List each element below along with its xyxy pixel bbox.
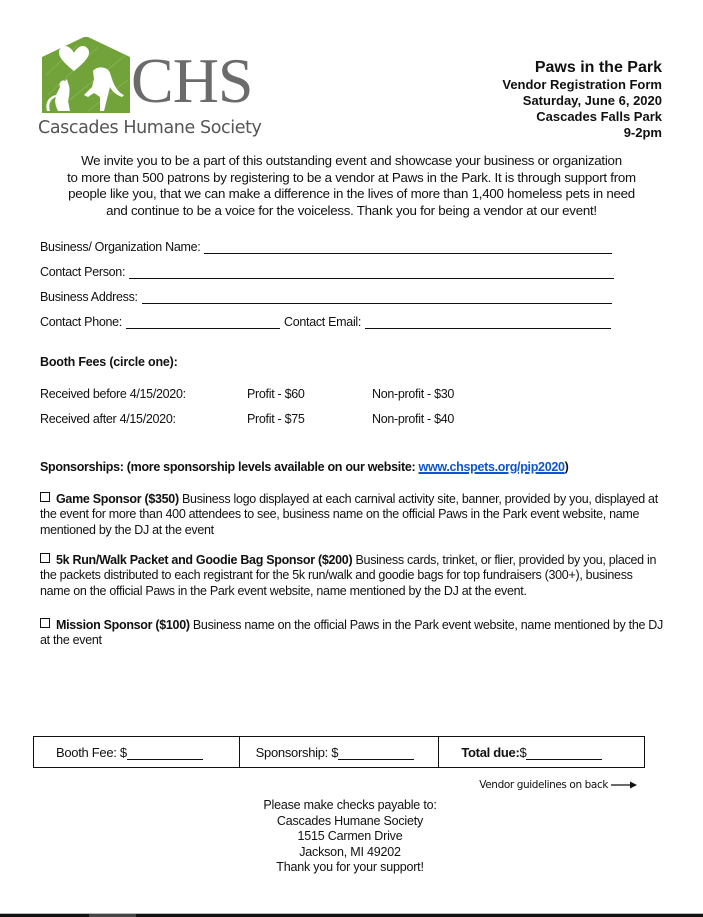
booth-fees-title: Booth Fees (circle one): <box>40 355 178 369</box>
total-due-label: Total due: <box>461 744 520 760</box>
business-name-label: Business/ Organization Name: <box>40 240 201 254</box>
intro-line: and continue to be a voice for the voiceless. Thank you for being a vendor at our event! <box>106 202 597 218</box>
contact-phone-label: Contact Phone: <box>40 315 122 329</box>
5k-sponsor-checkbox[interactable] <box>40 553 50 563</box>
house-pets-logo-icon <box>38 35 130 115</box>
payment-instructions <box>230 798 470 876</box>
payable-line: Jackson, MI 49202 <box>299 844 401 859</box>
vendor-guidelines-note <box>479 779 637 791</box>
payable-line: 1515 Carmen Drive <box>297 829 403 843</box>
sponsorship-item-game <box>40 492 665 538</box>
booth-fee-total-label: Booth Fee: $ <box>56 744 127 760</box>
sponsorship-total-cell <box>240 737 440 767</box>
contact-row <box>40 315 611 329</box>
sponsorship-website-link[interactable]: www.chspets.org/pip2020 <box>418 460 565 474</box>
event-location: Cascades Falls Park <box>536 109 662 124</box>
fee-row-label: Received after 4/15/2020: <box>40 412 176 426</box>
sponsorships-title-text: Sponsorships: (more sponsorship levels available on our website: <box>40 460 419 474</box>
chs-logo <box>38 35 263 143</box>
intro-line: people like you, that we can make a difference in the lives of more than 1,400 homeless pets in need <box>68 186 635 201</box>
intro-paragraph <box>30 153 673 219</box>
intro-line: We invite you to be a part of this outstanding event and showcase your business or organization <box>81 153 622 168</box>
totals-box <box>33 736 645 768</box>
contact-person-row <box>40 265 614 279</box>
booth-fee-total-field[interactable] <box>127 745 203 760</box>
business-name-row <box>40 240 612 254</box>
logo-org-name: Cascades Humane Society <box>38 118 262 138</box>
contact-email-label: Contact Email: <box>283 315 362 329</box>
business-address-field[interactable] <box>142 290 612 304</box>
sponsorship-item-mission <box>40 618 665 649</box>
total-due-field[interactable] <box>526 745 602 760</box>
sponsorships-title-end: ) <box>564 460 569 474</box>
payable-line: Thank you for your support! <box>276 860 424 874</box>
contact-email-field[interactable] <box>365 315 611 329</box>
event-title: Paws in the Park <box>534 59 662 76</box>
fee-profit-option[interactable]: Profit - $60 <box>247 387 305 401</box>
fee-profit-option[interactable]: Profit - $75 <box>247 412 305 426</box>
business-address-label: Business Address: <box>40 290 138 304</box>
booth-fee-total-cell <box>34 737 240 767</box>
payable-line: Cascades Humane Society <box>276 813 424 828</box>
event-header <box>502 58 662 141</box>
total-due-dollar: $ <box>519 744 527 760</box>
intro-line: to more than 500 patrons by registering to be a vendor at Paws in the Park. It is through support from <box>67 169 636 185</box>
total-due-cell <box>439 737 644 767</box>
sponsor-name: 5k Run/Walk Packet and Goodie Bag Sponsor ($200) <box>56 553 353 567</box>
sponsor-description: Business name on the official Paws in the Park event website, name mentioned by the DJ at the event <box>40 618 663 648</box>
sponsorship-item-5k <box>40 553 665 599</box>
bottom-scrollbar[interactable] <box>0 913 703 917</box>
fee-nonprofit-option[interactable]: Non-profit - $30 <box>372 387 455 401</box>
form-subtitle: Vendor Registration Form <box>502 77 662 92</box>
contact-person-field[interactable] <box>129 265 614 279</box>
business-address-row <box>40 290 612 304</box>
sponsor-description: Business logo displayed at each carnival activity site, banner, provided by you, displayed at the event for more than 400 attendees to see, business name on the official Paws in the Park event website, name mentioned by the DJ at the event <box>40 492 658 537</box>
event-time: 9-2pm <box>623 125 662 140</box>
payable-line: Please make checks payable to: <box>263 798 437 812</box>
mission-sponsor-checkbox[interactable] <box>40 618 50 628</box>
sponsorship-total-field[interactable] <box>338 745 414 760</box>
vendor-guidelines-text: Vendor guidelines on back <box>479 779 608 791</box>
fee-nonprofit-option[interactable]: Non-profit - $40 <box>372 412 455 426</box>
arrow-right-icon <box>611 781 637 789</box>
contact-phone-field[interactable] <box>126 315 280 329</box>
contact-person-label: Contact Person: <box>40 265 126 279</box>
logo-letters: CHS <box>131 45 253 116</box>
fee-row-label: Received before 4/15/2020: <box>40 387 186 401</box>
sponsor-name: Mission Sponsor ($100) <box>56 618 190 632</box>
sponsor-description: Business cards, trinket, or flier, provided by you, placed in the packets distributed to each registrant for the 5k run/walk and goodie bags for top fundraisers (300+), business name on the official Paws in the Park event website, name mentioned by the DJ at the event. <box>40 553 657 598</box>
game-sponsor-checkbox[interactable] <box>40 492 50 502</box>
sponsorship-total-label: Sponsorship: $ <box>255 744 339 760</box>
event-date: Saturday, June 6, 2020 <box>522 93 662 108</box>
sponsorships-title <box>40 460 569 474</box>
business-name-field[interactable] <box>204 240 612 254</box>
sponsor-name: Game Sponsor ($350) <box>56 492 179 506</box>
